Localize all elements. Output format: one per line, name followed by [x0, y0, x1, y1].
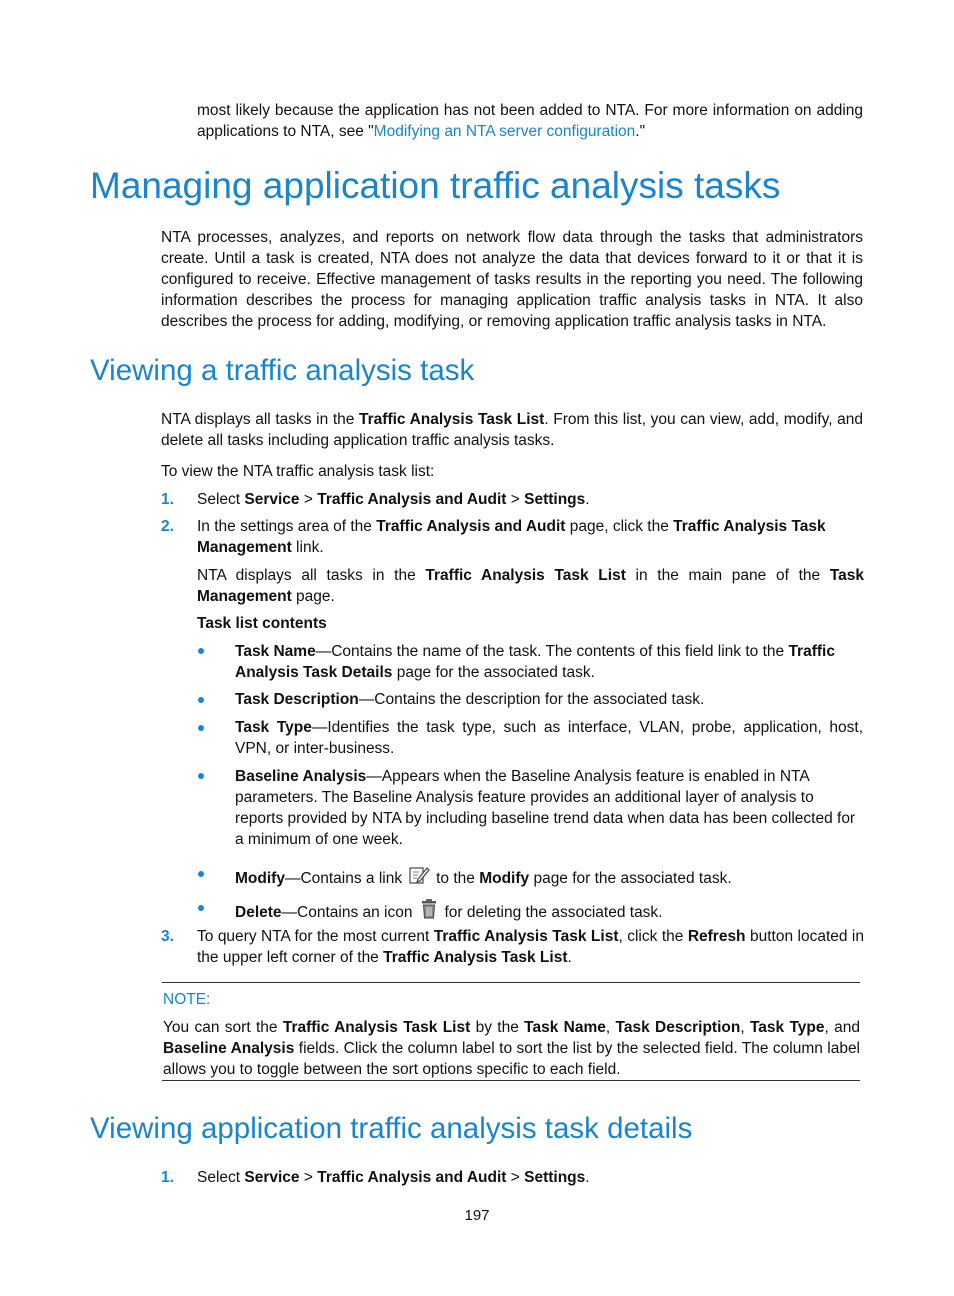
note-label: NOTE: — [163, 991, 211, 1008]
trash-icon[interactable] — [419, 898, 439, 926]
bullet-marker — [198, 773, 204, 779]
step-3-text: To query NTA for the most current Traffic Analysis Task List, click the Refresh button located in the upper left corner of the Traffic Analysis Task List. — [197, 928, 865, 966]
edit-icon[interactable] — [408, 864, 430, 892]
bullet-marker — [198, 905, 204, 911]
sec2-step-1-number: 1. — [161, 1169, 174, 1186]
h1-paragraph: NTA processes, analyzes, and reports on network flow data through the tasks that administrators create. Until a task is created, NTA does not analyze the data that devices forward to it or that it is configured to receive. Effective management of tasks results in the reporting you need. The following information describes the process for managing application traffic analysis tasks in NTA. It also describes the process for adding, modifying, or removing application traffic analysis tasks in NTA. — [161, 229, 863, 330]
step-1-number: 1. — [161, 491, 174, 508]
step-3-number: 3. — [161, 928, 174, 945]
sec2-step-1-text: Select Service > Traffic Analysis and Audit > Settings. — [197, 1169, 590, 1186]
step-1-text: Select Service > Traffic Analysis and Audit > Settings. — [197, 491, 590, 508]
note-top-rule — [162, 982, 860, 983]
step-2-paragraph: NTA displays all tasks in the Traffic Analysis Task List in the main pane of the Task Management page. — [197, 567, 864, 605]
note-text: You can sort the Traffic Analysis Task List by the Task Name, Task Description, Task Type, and Baseline Analysis fields. Click the column label to sort the list by the selected field. The column label allows you to toggle between the sort options specific to each field. — [163, 1019, 861, 1078]
bullet-task-name: Task Name—Contains the name of the task. The contents of this field link to the Traffic Analysis Task Details page for the associated task. — [235, 643, 835, 681]
section-title-viewing-task: Viewing a traffic analysis task — [90, 354, 475, 387]
bullet-task-type: Task Type—Identifies the task type, such as interface, VLAN, probe, application, host, VPN, or inter-business. — [235, 719, 864, 757]
bullet-task-description: Task Description—Contains the description for the associated task. — [235, 691, 705, 708]
section-title-task-details: Viewing application traffic analysis task details — [90, 1112, 693, 1145]
bullet-marker — [198, 648, 204, 654]
bullet-marker — [198, 697, 204, 703]
page-title: Managing application traffic analysis tasks — [90, 165, 781, 206]
task-list-contents-heading: Task list contents — [197, 615, 327, 632]
sec1-paragraph-2: To view the NTA traffic analysis task list: — [161, 463, 435, 480]
modify-nta-config-link[interactable]: Modifying an NTA server configuration — [373, 123, 636, 140]
sec1-paragraph-1: NTA displays all tasks in the Traffic Analysis Task List. From this list, you can view, add, modify, and delete all tasks including application traffic analysis tasks. — [161, 411, 863, 449]
bullet-marker — [198, 725, 204, 731]
note-bottom-rule — [162, 1080, 860, 1081]
bullet-delete: Delete—Contains an icon for deleting the associated task. — [235, 898, 863, 926]
bullet-baseline-analysis: Baseline Analysis—Appears when the Baseline Analysis feature is enabled in NTA parameters. The Baseline Analysis feature provides an additional layer of analysis to reports provided by NTA by including baseline trend data when data has been collected for a minimum of one week. — [235, 768, 856, 848]
bullet-marker — [198, 871, 204, 877]
bullet-modify: Modify—Contains a link to the Modify page for the associated task. — [235, 864, 863, 892]
page-number: 197 — [464, 1207, 490, 1224]
intro-paragraph: most likely because the application has not been added to NTA. For more information on adding applications to NTA, see "Modifying an NTA server configuration." — [197, 102, 863, 140]
step-2-number: 2. — [161, 518, 174, 535]
step-2-text: In the settings area of the Traffic Analysis and Audit page, click the Traffic Analysis Task Management link. — [197, 518, 826, 556]
